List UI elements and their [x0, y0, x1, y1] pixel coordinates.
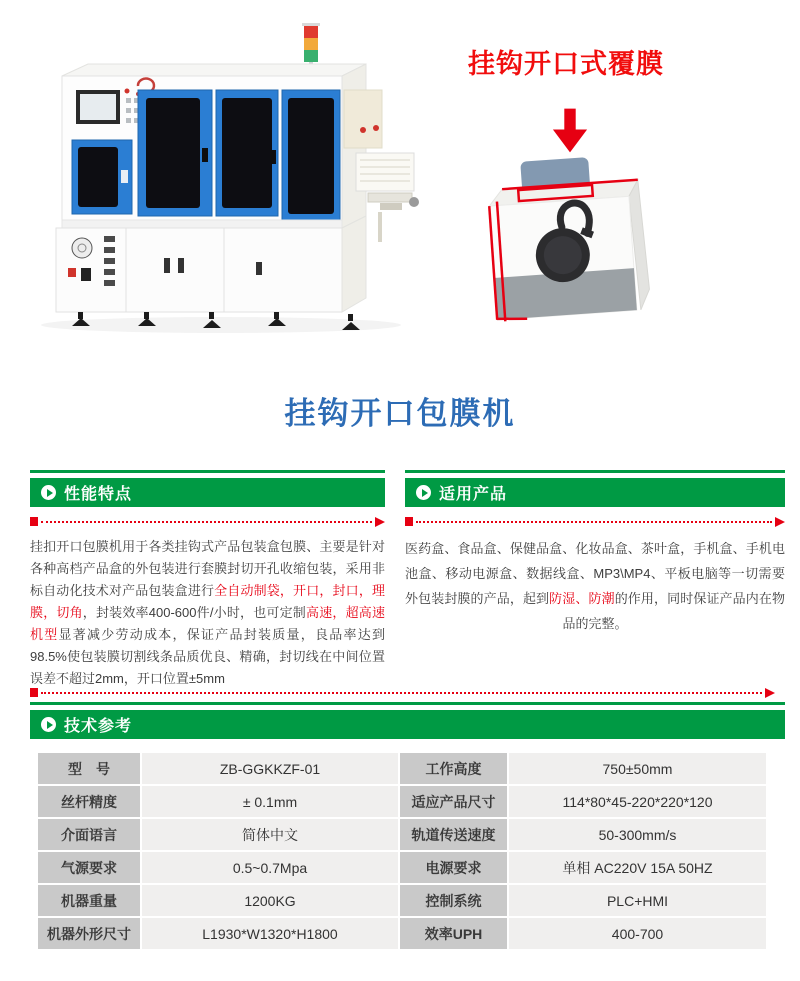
spec-value: 1200KG [142, 885, 398, 916]
products-paragraph: 医药盒、食品盒、保健品盒、化妆品盒、茶叶盒，手机盒、手机电池盒、移动电源盒、数据线盒、MP3\MP4、平板电脑等一切需要外包装封膜的产品，起到防湿、防潮的作用，同时保证产品内在物品的完整。 [405, 541, 785, 631]
hmi-screen [76, 90, 120, 124]
arrow-tip-icon [375, 517, 385, 527]
section-features [30, 470, 385, 690]
dotted-divider-full [30, 687, 775, 698]
film-caption: 挂钩开口式覆膜 [468, 49, 664, 79]
play-icon [416, 485, 431, 500]
dotted-divider [405, 516, 785, 527]
specs-table [38, 753, 762, 949]
spec-value: ± 0.1mm [142, 786, 398, 817]
spec-label: 轨道传送速度 [400, 819, 507, 850]
spec-label: 型 号 [38, 753, 140, 784]
section-topline [405, 470, 785, 473]
play-icon [41, 717, 56, 732]
spec-label: 机器外形尺寸 [38, 918, 140, 949]
spec-label: 丝杆精度 [38, 786, 140, 817]
spec-value: 单相 AC220V 15A 50HZ [509, 852, 766, 883]
section-topline [30, 702, 785, 705]
section-specs [30, 702, 785, 949]
spec-value: PLC+HMI [509, 885, 766, 916]
spec-value: ZB-GGKKZF-01 [142, 753, 398, 784]
products-header-bar [405, 478, 785, 507]
section-topline [30, 470, 385, 473]
spec-value: 400-700 [509, 918, 766, 949]
hooked-box-illustration [460, 143, 668, 338]
spec-value: 114*80*45-220*220*120 [509, 786, 766, 817]
spec-value: 750±50mm [509, 753, 766, 784]
spec-label: 气源要求 [38, 852, 140, 883]
spec-value: 简体中文 [142, 819, 398, 850]
features-header-label: 性能特点 [64, 486, 133, 503]
spec-value: 0.5~0.7Mpa [142, 852, 398, 883]
arrow-tip-icon [775, 517, 785, 527]
machine-illustration [26, 20, 426, 338]
spec-label: 机器重量 [38, 885, 140, 916]
spec-value: 50-300mm/s [509, 819, 766, 850]
spec-label: 控制系统 [400, 885, 507, 916]
hooked-box-photo [460, 143, 668, 338]
machine-photo [26, 20, 426, 338]
specs-header-bar [30, 710, 785, 739]
section-products [405, 470, 785, 636]
features-paragraph: 挂扣开口包膜机用于各类挂钩式产品包装盒包膜、主要是针对各种高档产品盒的外包装进行套膜封切开孔收缩包装，采用非标自动化技术对产品包装盒进行全自动制袋，开口，封口，理膜，切角，封装效率400-600件/小时，也可定制高速，超高速机型显著减少劳动成本，保证产品封装质量，良品率达到98.5%使包装膜切割线条品质优良、精确，封切线在中间位置误差不超过2mm，开口位置±5mm [30, 539, 385, 686]
spec-label: 适应产品尺寸 [400, 786, 507, 817]
specs-header-label: 技术参考 [64, 718, 133, 735]
lower-cabinet [56, 216, 366, 312]
spec-label: 效率UPH [400, 918, 507, 949]
spec-label: 工作高度 [400, 753, 507, 784]
dotted-divider [30, 516, 385, 527]
arrow-tip-icon [765, 688, 775, 698]
page-title: 挂钩开口包膜机 [284, 396, 516, 431]
play-icon [41, 485, 56, 500]
square-bullet-icon [405, 517, 413, 526]
products-header-label: 适用产品 [439, 486, 508, 503]
spec-label: 介面语言 [38, 819, 140, 850]
square-bullet-icon [30, 688, 38, 697]
spec-value: L1930*W1320*H1800 [142, 918, 398, 949]
spec-label: 电源要求 [400, 852, 507, 883]
features-header-bar [30, 478, 385, 507]
square-bullet-icon [30, 517, 38, 526]
